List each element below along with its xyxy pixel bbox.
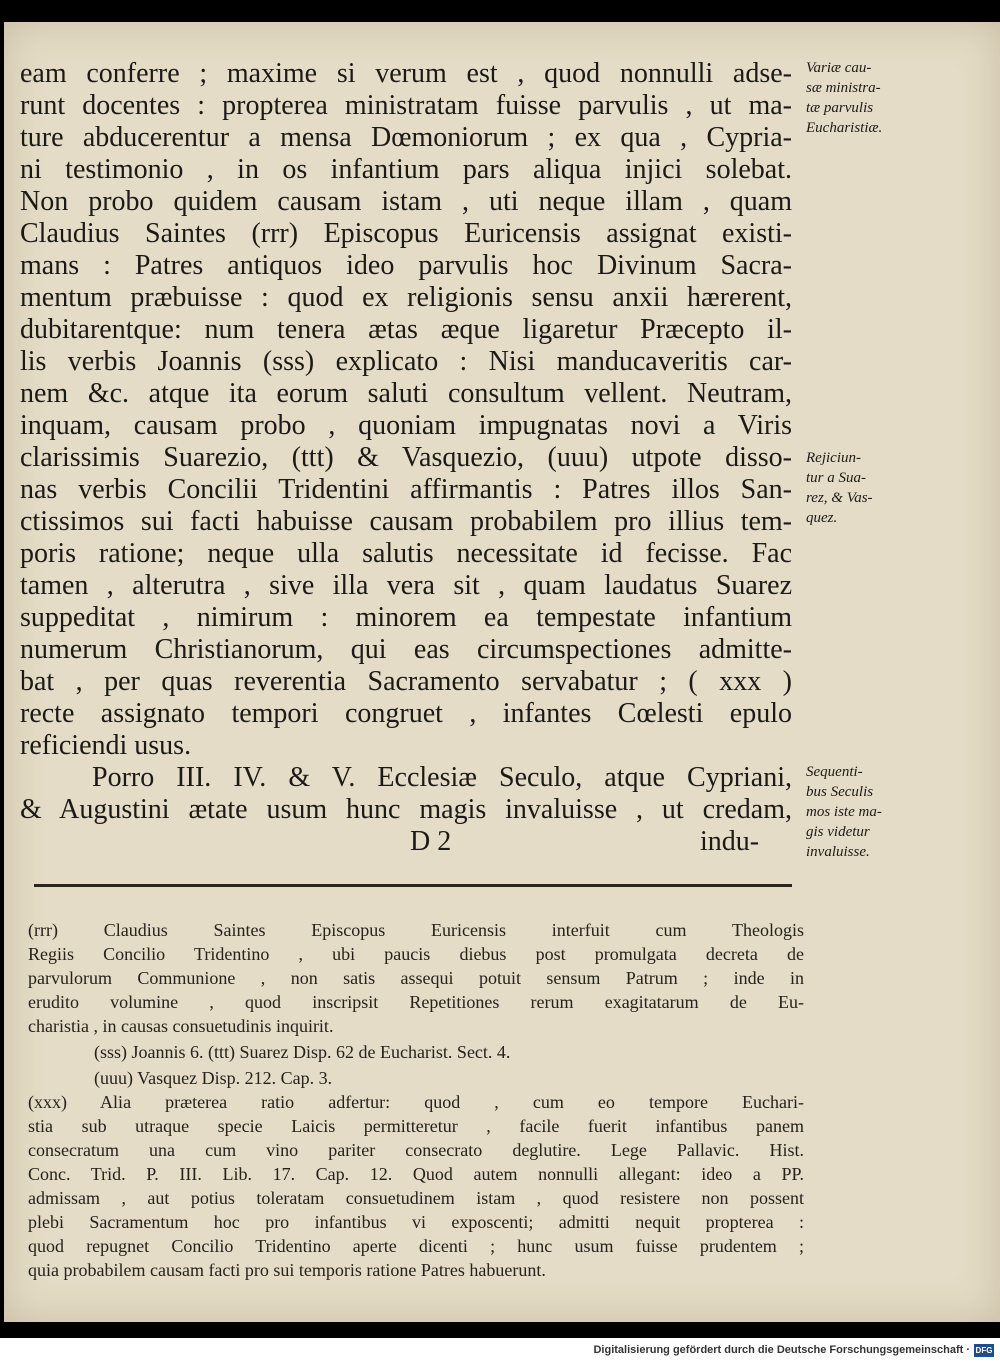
marginal-note-line: Rejiciun- [806,450,861,466]
footnote-line: Conc. Trid. P. III. Lib. 17. Cap. 12. Quod autem nonnulli allegant: ideo a PP. [28,1164,804,1184]
main-text-line: inquam, causam probo , quoniam impugnatas novi a Viris [20,410,792,441]
marginal-note-2 [806,448,926,528]
footnote-line: (xxx) Alia præterea ratio adfertur: quod , cum eo tempore Euchari- [28,1092,804,1112]
main-text-line: reficiendi usus. [20,730,192,761]
main-text-line: nas verbis Concilii Tridentini affirmantis : Patres illos San- [20,474,792,505]
marginal-note-3 [806,762,926,862]
main-text-line: Claudius Saintes (rrr) Episcopus Euricensis assignat existi- [20,218,792,249]
signature-mark: D 2 [410,826,452,857]
main-text-line: ture abducerentur a mensa Dœmoniorum ; ex qua , Cypria- [20,122,792,153]
main-text-line: ni testimonio , in os infantium pars aliqua injici solebat. [20,154,792,185]
main-text-line: eam conferre ; maxime si verum est , quod nonnulli adse- [20,58,792,89]
footnote-line: Regiis Concilio Tridentino , ubi paucis diebus post promulgata decreta de [28,944,804,964]
footnote-line: (rrr) Claudius Saintes Episcopus Euricensis interfuit cum Theologis [28,920,804,940]
footnote-line: quia probabilem causam facti pro sui temporis ratione Patres habuerunt. [28,1260,546,1280]
main-text-line: clarissimis Suarezio, (ttt) & Vasquezio, (uuu) utpote disso- [20,442,792,473]
marginal-note-line: tæ parvulis [806,100,874,116]
main-text-line: dubitarentque: num tenera ætas æque ligaretur Præcepto il- [20,314,792,345]
main-text-line: nem &c. atque ita eorum saluti consultum vellent. Neutram, [20,378,792,409]
main-text-line: runt docentes : propterea ministratam fuisse parvulis , ut ma- [20,90,792,121]
footnote-rule [34,884,792,887]
marginal-note-line: invaluisse. [806,844,870,860]
marginal-note-line: Variæ cau- [806,60,872,76]
footnote-line: stia sub utraque specie Laicis permitteretur , facile fuerit infantibus panem [28,1116,804,1136]
marginal-note-line: quez. [806,510,838,526]
marginal-note-line: tur a Sua- [806,470,866,486]
footnote-line: (uuu) Vasquez Disp. 212. Cap. 3. [94,1068,333,1088]
main-text-line: suppeditat , nimirum : minorem ea tempestate infantium [20,602,792,633]
footnote-line: admissam , aut potius toleratam consuetudinem istam , quod resistere non possent [28,1188,804,1208]
footnote-line: (sss) Joannis 6. (ttt) Suarez Disp. 62 de Eucharist. Sect. 4. [94,1042,511,1062]
footnote-line: consecratum una cum vino pariter consecrato deglutire. Lege Pallavic. Hist. [28,1140,804,1160]
main-text-line: ctissimos sui facti habuisse causam probabilem pro illius tem- [20,506,792,537]
footnote-line: quod repugnet Concilio Tridentino aperte dicenti ; hunc usum fuisse prudentem ; [28,1236,804,1256]
marginal-note-line: rez, & Vas- [806,490,873,506]
footnote-line: charistia , in causas consuetudinis inquirit. [28,1016,334,1036]
main-text-line: tamen , alterutra , sive illa vera sit , quam laudatus Suarez [20,570,792,601]
main-text-line: poris ratione; neque ulla salutis necessitate id fecisse. Fac [20,538,792,569]
marginal-note-1 [806,58,926,138]
marginal-note-line: Sequenti- [806,764,863,780]
footer-credit-text: Digitalisierung gefördert durch die Deutsche Forschungsgemeinschaft · [593,1344,970,1356]
main-text-line: bat , per quas reverentia Sacramento servabatur ; ( xxx ) [20,666,792,697]
marginal-note-line: sæ ministra- [806,80,881,96]
catchword: indu- [700,826,760,857]
main-text-line: & Augustini ætate usum hunc magis invaluisse , ut credam, [20,794,792,825]
marginal-note-line: mos iste ma- [806,804,882,820]
digitization-footer [0,1338,1000,1364]
dfg-logo: DFG [975,1346,993,1355]
main-text-line: mentum præbuisse : quod ex religionis sensu anxii hærerent, [20,282,792,313]
footnote-line: plebi Sacramentum hoc pro infantibus vi exposcenti; admitti nequit propterea : [28,1212,804,1232]
main-text-line: Non probo quidem causam istam , uti neque illam , quam [20,186,792,217]
main-text-line: Porro III. IV. & V. Ecclesiæ Seculo, atque Cypriani, [92,762,792,793]
main-text-line: numerum Christianorum, qui eas circumspectiones admitte- [20,634,792,665]
footnote-line: parvulorum Communione , non satis assequi potuit sensum Patrum ; inde in [28,968,804,988]
marginal-note-line: Eucharistiæ. [806,120,883,136]
main-text-line: lis verbis Joannis (sss) explicato : Nisi manducaveritis car- [20,346,792,377]
main-text-line: recte assignato tempori congruet , infantes Cœlesti epulo [20,698,792,729]
marginal-note-line: bus Seculis [806,784,874,800]
main-text-line: mans : Patres antiquos ideo parvulis hoc Divinum Sacra- [20,250,792,281]
marginal-note-line: gis videtur [806,824,870,840]
footnote-line: erudito volumine , quod inscripsit Repetitiones rerum exagitatarum de Eu- [28,992,804,1012]
